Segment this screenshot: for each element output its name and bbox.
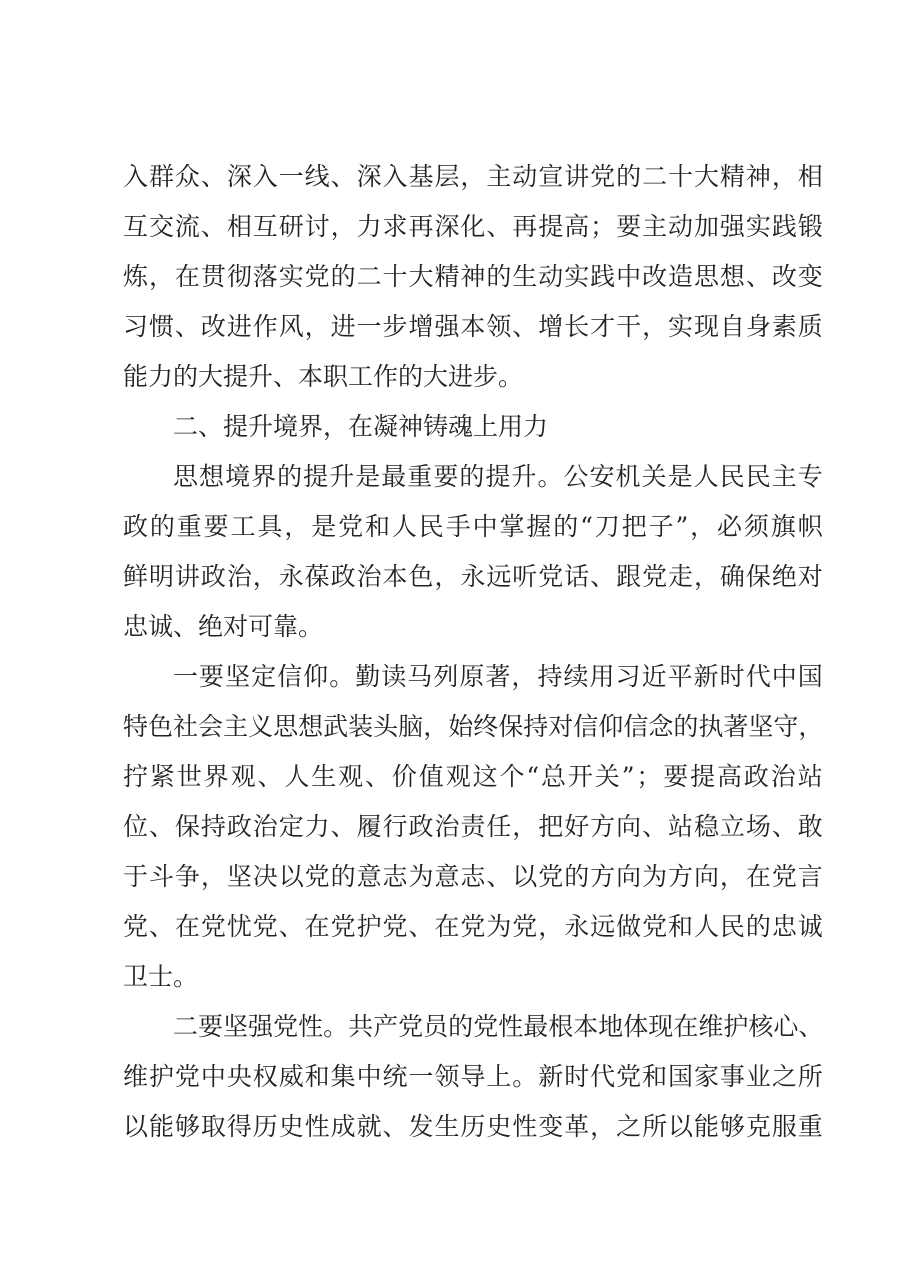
- text-line: 思 想 境 界 的 提 升 是 最 重 要 的 提 升 。 公 安 机 关 是 人 民 民 主 专: [173, 462, 823, 491]
- text-line: 维 护 党 中 央 权 威 和 集 中 统 一 领 导 上 。 新 时 代 党 和 国 家 事 业 之 所: [123, 1062, 823, 1091]
- text-line: 入 群 众 、 深 入 一 线 、 深 入 基 层 ， 主 动 宣 讲 党 的 二 十 大 精 神 ， 相: [123, 162, 823, 191]
- text-line: 二 要 坚 强 党 性 。 共 产 党 员 的 党 性 最 根 本 地 体 现 在 维 护 核 心 、: [173, 1012, 824, 1041]
- text-line: 政 的 重 要 工 具 ， 是 党 和 人 民 手 中 掌 握 的 “ 刀 把 子 ” ， 必 须 旗 帜: [123, 512, 823, 541]
- text-line: 卫士。: [123, 962, 199, 991]
- text-line: 党 、 在 党 忧 党 、 在 党 护 党 、 在 党 为 党 ， 永 远 做 党 和 人 民 的 忠 诚: [123, 912, 823, 941]
- text-line: 能力的大提升、本职工作的大进步。: [123, 362, 524, 391]
- text-line: 忠诚、绝对可靠。: [123, 612, 324, 641]
- text-line: 炼 ， 在 贯 彻 落 实 党 的 二 十 大 精 神 的 生 动 实 践 中 改 造 思 想 、 改 变: [123, 262, 823, 291]
- text-line: 习 惯 、 改 进 作 风 ， 进 一 步 增 强 本 领 、 增 长 才 干 ， 实 现 自 身 素 质: [123, 312, 823, 341]
- text-line: 一 要 坚 定 信 仰 。 勤 读 马 列 原 著 ， 持 续 用 习 近 平 新 时 代 中 国: [173, 662, 823, 691]
- text-line: 互 交 流 、 相 互 研 讨 ， 力 求 再 深 化 、 再 提 高 ； 要 主 动 加 强 实 践 锻: [123, 212, 823, 241]
- section-heading: 二、提升境界，在凝神铸魂上用力: [173, 412, 549, 441]
- text-line: 特 色 社 会 主 义 思 想 武 装 头 脑 ， 始 终 保 持 对 信 仰 信 念 的 执 著 坚 守 ，: [123, 712, 824, 741]
- text-line: 拧 紧 世 界 观 、 人 生 观 、 价 值 观 这 个 “ 总 开 关 ” ； 要 提 高 政 治 站: [123, 762, 823, 791]
- text-line: 以 能 够 取 得 历 史 性 成 就 、 发 生 历 史 性 变 革 ， 之 所 以 能 够 克 服 重: [123, 1112, 823, 1141]
- text-line: 位 、 保 持 政 治 定 力 、 履 行 政 治 责 任 ， 把 好 方 向 、 站 稳 立 场 、 敢: [123, 812, 823, 841]
- text-line: 于 斗 争 ， 坚 决 以 党 的 意 志 为 意 志 、 以 党 的 方 向 为 方 向 ， 在 党 言: [123, 862, 823, 891]
- text-line: 鲜 明 讲 政 治 ， 永 葆 政 治 本 色 ， 永 远 听 党 话 、 跟 党 走 ， 确 保 绝 对: [123, 562, 823, 591]
